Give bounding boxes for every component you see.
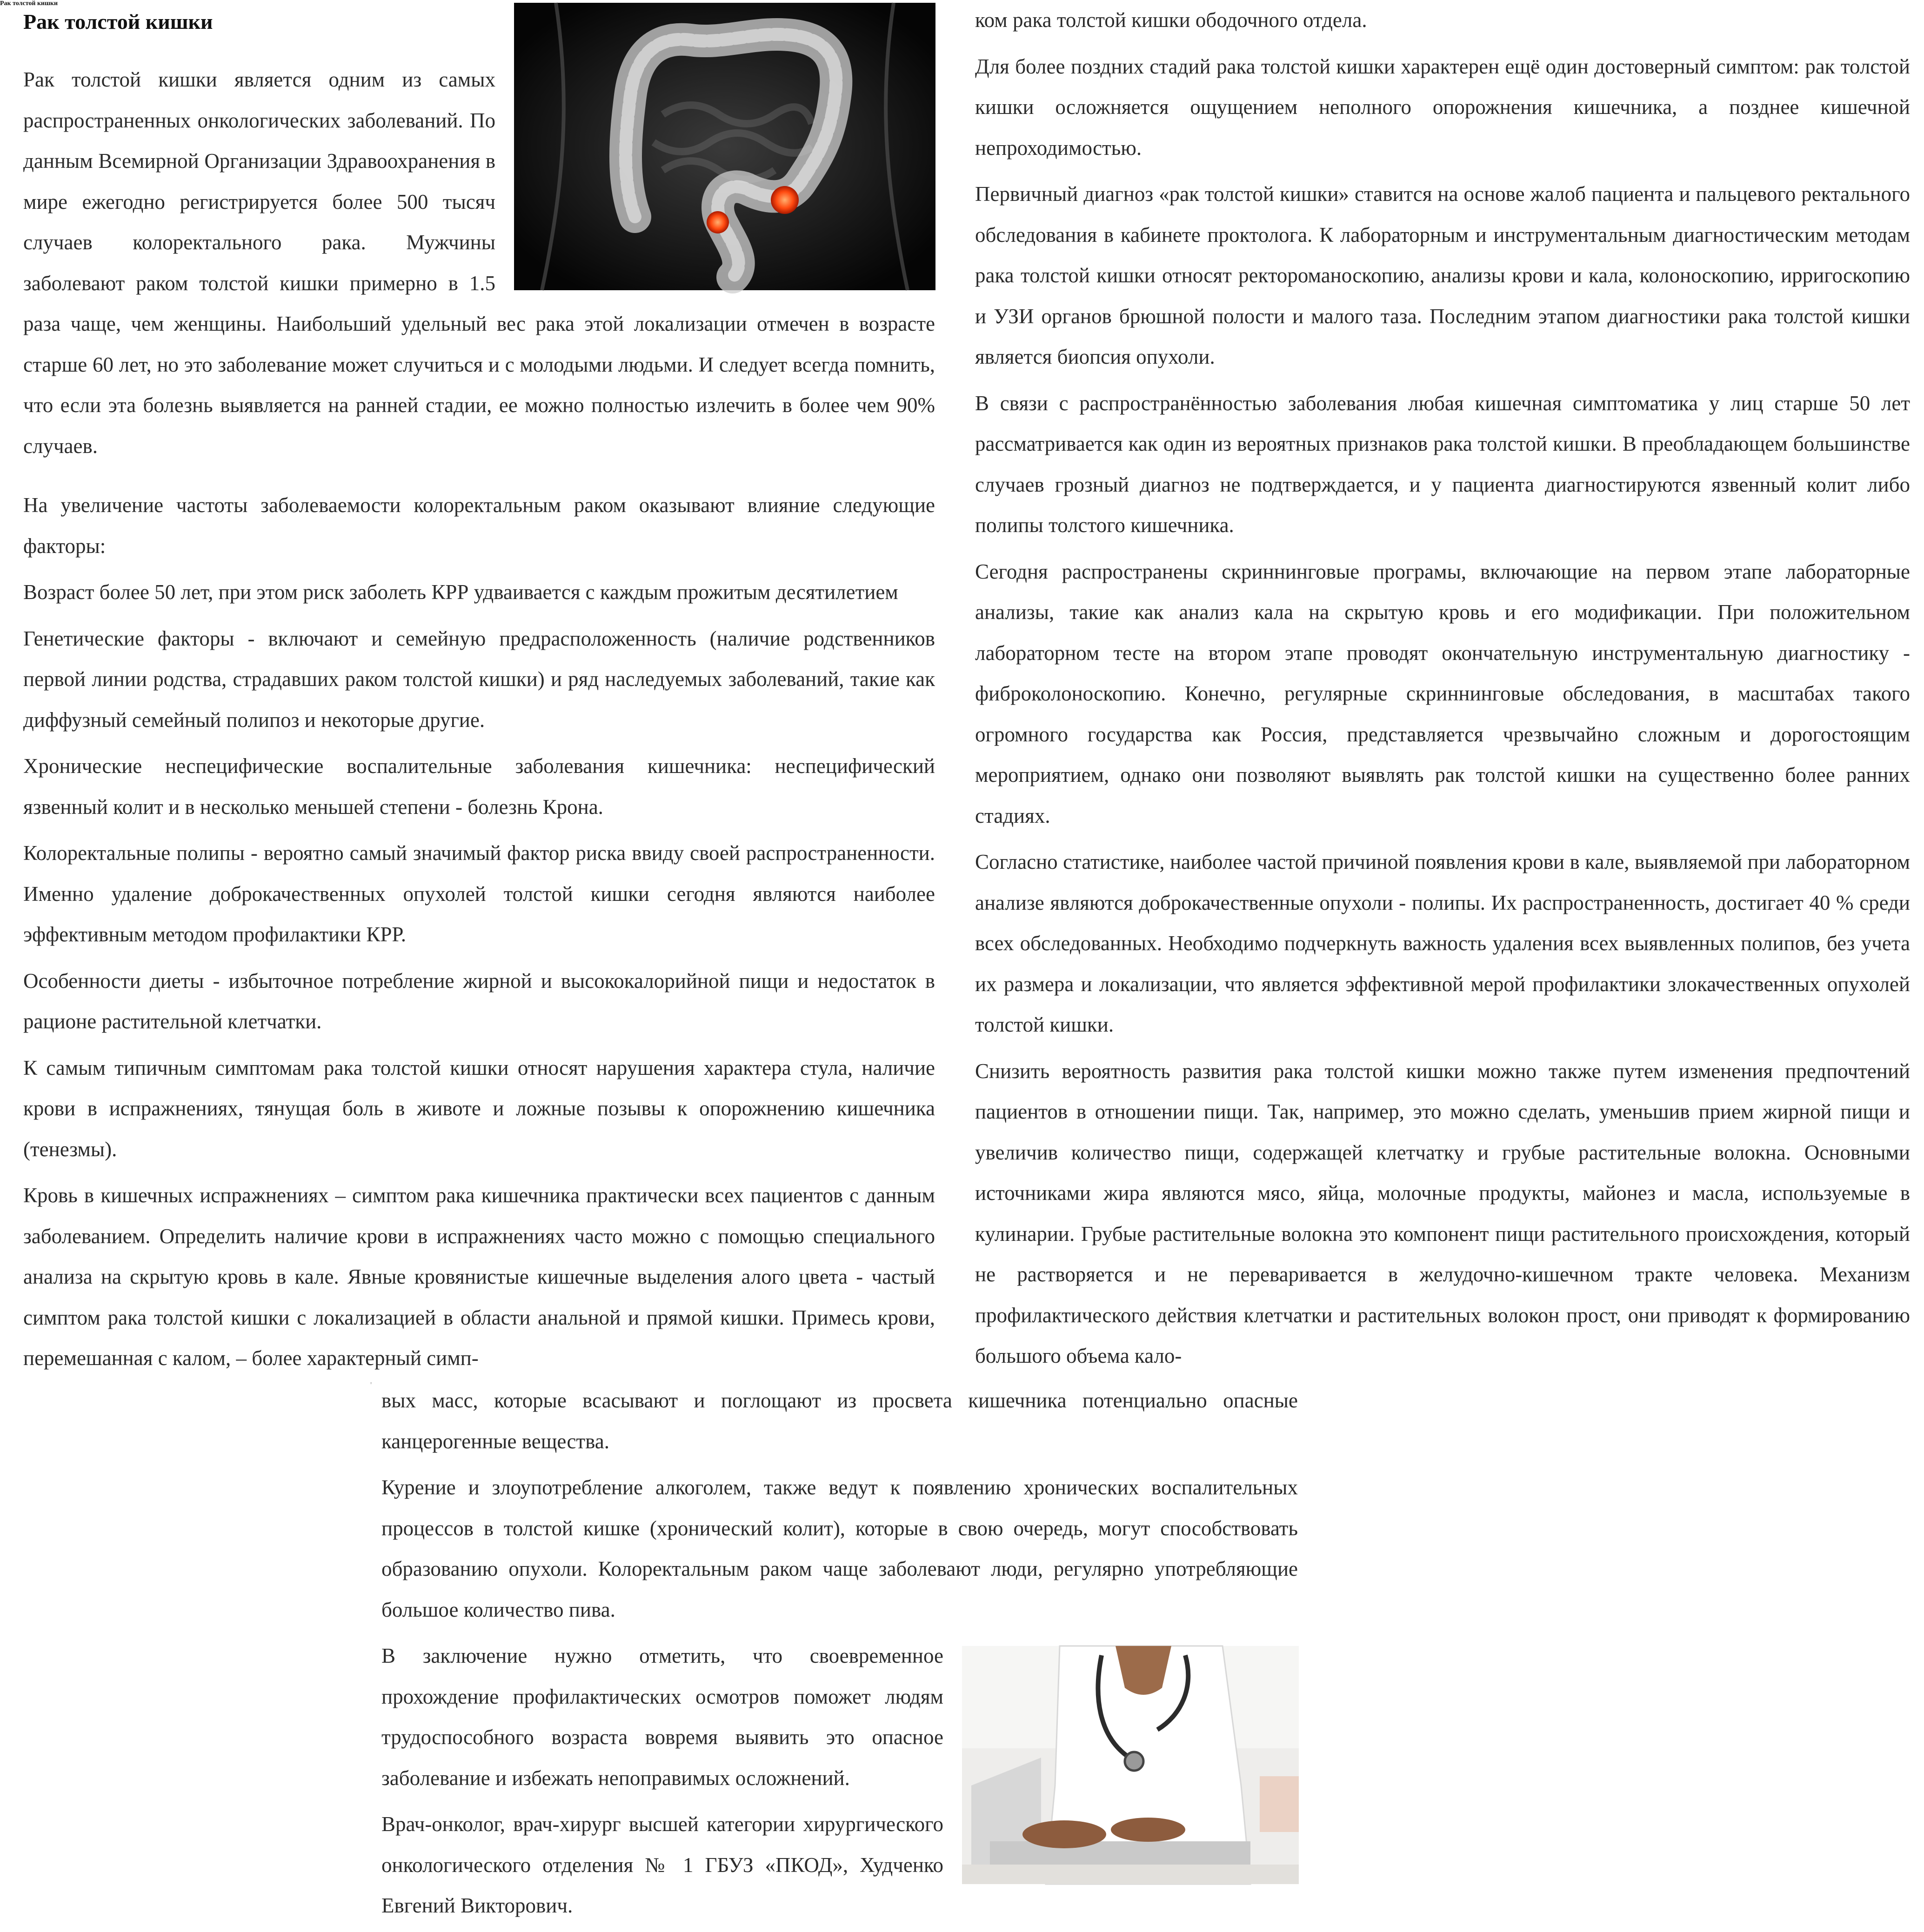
paragraph: вых масс, которые всасывают и поглощают из просвета кишечника потенциально опасные канцерогенные вещества.: [381, 1389, 1298, 1453]
paragraph: Первичный диагноз «рак толстой кишки» ставится на основе жалоб пациента и пальцевого ректального обследования в кабинете проктолога. К лабораторным и инструментальным диагностическим методам рака толстой кишки относят ректороманоскопию, анализы крови и кала, колоноскопию, ирригоскопию и УЗИ органов брюшной полости и малого таза. Последним этапом диагностики рака толстой кишки является биопсия опухоли.: [975, 182, 1910, 368]
author-signature: Врач-онколог, врач-хирург высшей категории хирургического онкологического отделения № 1 ГБУЗ «ПКОД», Худченко Евгений Викторович.: [381, 1812, 943, 1917]
paragraph: На увеличение частоты заболеваемости колоректальным раком оказывают влияние следующие факторы:: [23, 493, 935, 558]
paragraph: Согласно статистике, наиболее частой причиной появления крови в кале, выявляемой при лабораторном анализе являются доброкачественные опухоли - полипы. Их распространенность, достигает 40 % среди всех обследованных. Необходимо подчеркнуть важность удаления всех выявленных полипов, без учета их размера и локализации, что является эффективной мерой профилактики злокачественных опухолей толстой кишки.: [975, 850, 1910, 1036]
paragraph: Сегодня распространены скриннинговые програмы, включающие на первом этапе лабораторные анализы, такие как анализ кала на скрытую кровь и его модификации. При положительном лабораторном тесте на втором этапе проводят окончательную инструментальную диагностику - фиброколоноскопию. Конечно, регулярные скриннинговые обследования, в масштабах такого огромного государства как Россия, представляется чрезвычайно сложным и дорогостоящим мероприятием, однако они позволяют выявлять рак толстой кишки на существенно более ранних стадиях.: [975, 560, 1910, 827]
right-column: [975, 0, 1910, 1367]
doctor-photo: [962, 1646, 1299, 1884]
paragraph: Рак толстой кишки является одним из самых распространенных онкологических заболеваний. По данным Всемирной Организации Здравоохранения в мире ежегодно регистрируется более 500 тысяч случаев колоректального рака. Мужчины заболевают раком толстой кишки примерно в 1.5 раза чаще, чем женщины. Наибольший удельный вес рака этой локализации отмечен в возрасте старше 60 лет, но это заболевание может случиться и с молодыми людьми. И следует всегда помнить, что если эта болезнь выявляется на ранней стадии, ее можно полностью излечить в более чем 90% случаев.: [23, 68, 935, 458]
paragraph: Колоректальные полипы - вероятно самый значимый фактор риска ввиду своей распространенности. Именно удаление доброкачественных опухолей толстой кишки сегодня являются наиболее эффективным методом профилактики КРР.: [23, 841, 935, 946]
paragraph: Генетические факторы - включают и семейную предрасположенность (наличие родственников первой линии родства, страдавших раком толстой кишки) и ряд наследуемых заболеваний, такие как диффузный семейный полипоз и некоторые другие.: [23, 626, 935, 732]
paragraph: Снизить вероятность развития рака толстой кишки можно также путем изменения предпочтений пациентов в отношении пищи. Так, например, это можно сделать, уменьшив прием жирной пищи и увеличив количество пищи, содержащей клетчатку и грубые растительные волокна. Основными источниками жира являются мясо, яйца, молочные продукты, майонез и масла, используемые в кулинарии. Грубые растительные волокна это компонент пищи растительного происхождения, который не растворяется и не переваривается в желудочно-кишечном тракте человека. Механизм профилактического действия клетчатки и растительных волокон прост, они приводят к формированию большого объема кало-: [975, 1059, 1910, 1367]
paragraph: Особенности диеты - избыточное потребление жирной и высококалорийной пищи и недостаток в рационе растительной клетчатки.: [23, 969, 935, 1033]
paragraph: Для более поздних стадий рака толстой кишки характерен ещё один достоверный симптом: рак толстой кишки осложняется ощущением неполного опорожнения кишечника, а позднее кишечной непроходимостью.: [975, 54, 1910, 160]
article-title: Рак толстой кишки: [23, 10, 213, 33]
paragraph: Курение и злоупотребление алкоголем, также ведут к появлению хронических воспалительных процессов в толстой кишке (хронический колит), которые в свою очередь, могут способствовать образованию опухоли. Колоректальным раком чаще заболевают люди, регулярно употребляющие большое количество пива.: [381, 1476, 1298, 1621]
paragraph: Кровь в кишечных испражнениях – симптом рака кишечника практически всех пациентов с данным заболеванием. Определить наличие крови в испражнениях часто можно с помощью специального анализа на скрытую кровь в кале. Явные кровянистые кишечные выделения алого цвета - частый симптом рака толстой кишки с локализацией в области анальной и прямой кишки. Примесь крови, перемешанная с калом, – более характерный симп-: [23, 1184, 935, 1370]
bottom-column: [381, 1380, 1298, 1932]
paragraph: ком рака толстой кишки ободочного отдела.: [975, 8, 1367, 32]
paragraph: К самым типичным симптомам рака толстой кишки относят нарушения характера стула, наличие крови в испражнениях, тянущая боль в животе и ложные позывы к опорожнению кишечника (тенезмы).: [23, 1056, 935, 1161]
running-header: Рак толстой кишки: [0, 0, 58, 7]
paragraph: В заключение нужно отметить, что своевременное прохождение профилактических осмотров поможет людям трудоспособного возраста вовремя выявить это опасное заболевание и избежать непоправимых осложнений.: [381, 1644, 943, 1790]
paragraph: Возраст более 50 лет, при этом риск заболеть КРР удваивается с каждым прожитым десятилетием: [23, 580, 898, 604]
paragraph: Хронические неспецифические воспалительные заболевания кишечника: неспецифический язвенный колит и в несколько меньшей степени - болезнь Крона.: [23, 754, 935, 819]
left-column: [23, 60, 935, 1385]
colon-illustration: [514, 3, 935, 290]
divider-mark: ': [370, 1380, 372, 1390]
paragraph: В связи с распространённостью заболевания любая кишечная симптоматика у лиц старше 50 лет рассматривается как один из вероятных признаков рака толстой кишки. В преобладающем большинстве случаев грозный диагноз не подтверждается, и у пациента диагностируются язвенный колит либо полипы толстого кишечника.: [975, 391, 1910, 537]
